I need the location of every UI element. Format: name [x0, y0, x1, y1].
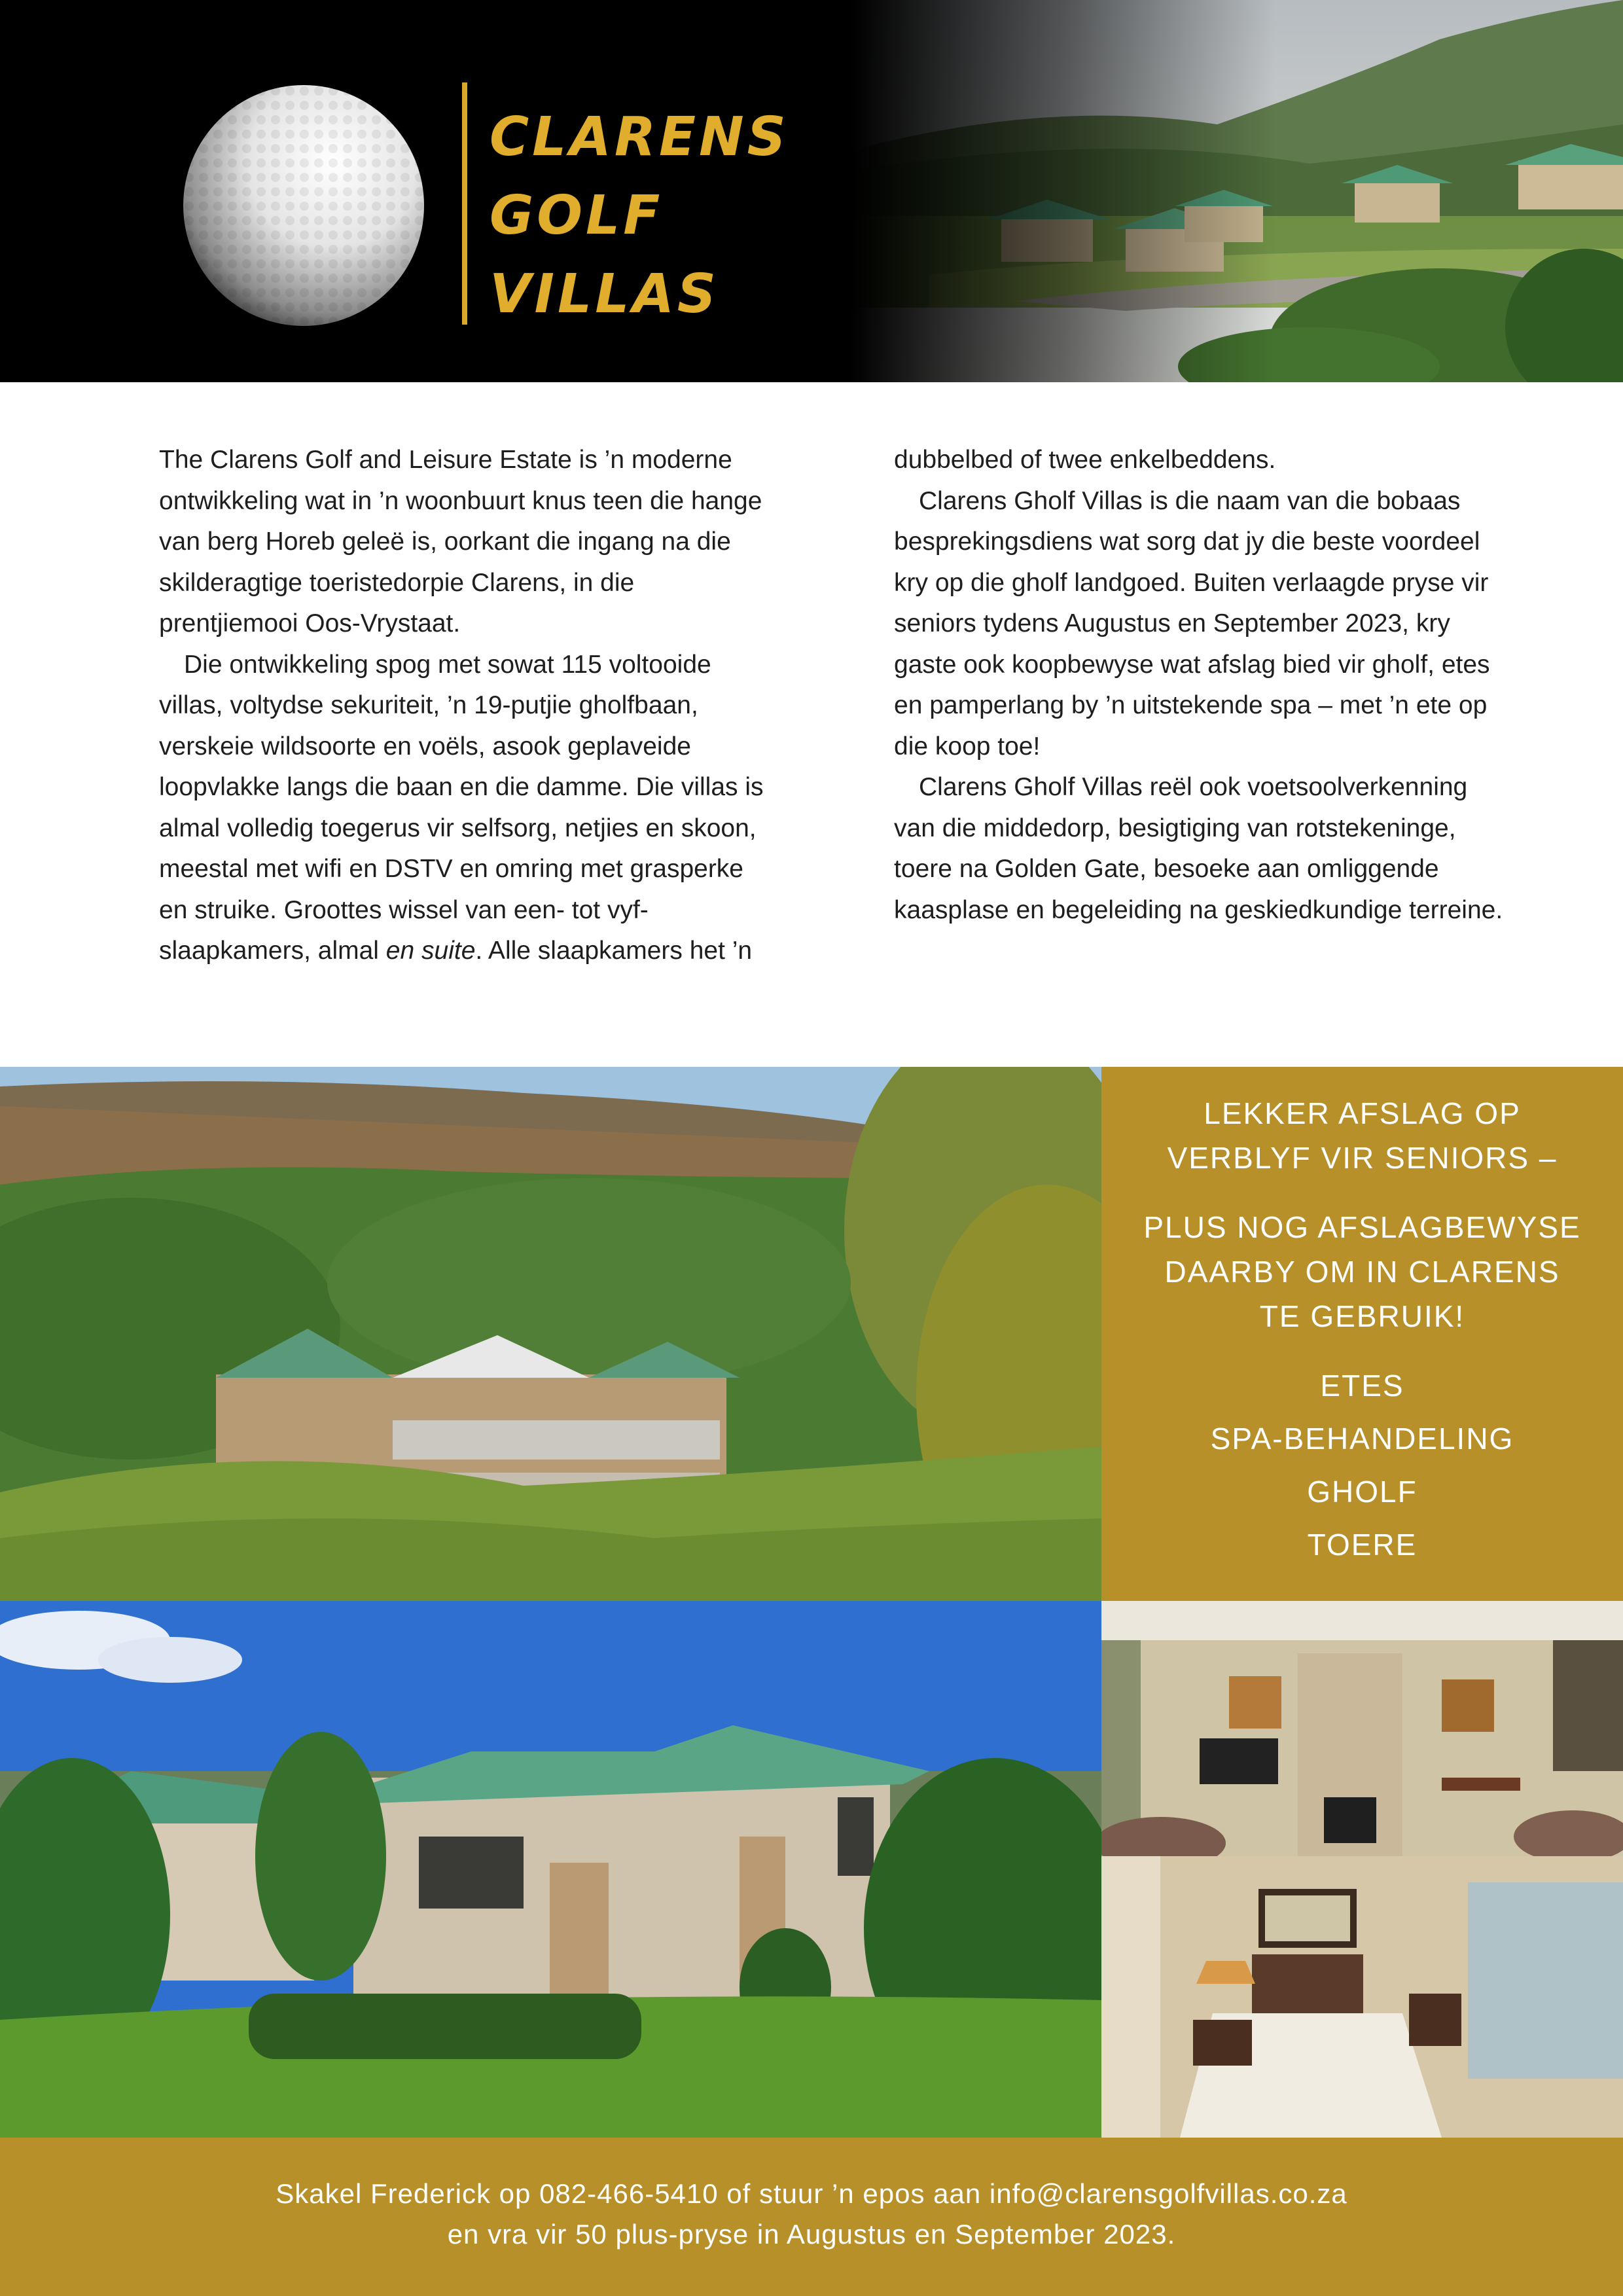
logo-divider: [462, 82, 467, 325]
promo-subheading-line: DAARBY OM IN CLARENS: [1164, 1255, 1560, 1289]
logo-line-1: CLARENS: [490, 106, 789, 168]
villas-landscape-photo: [851, 0, 1623, 382]
article-italic-text: en suite: [385, 937, 476, 965]
footer-offer-line: en vra vir 50 plus-pryse in Augustus en September 2023.: [447, 2219, 1176, 2250]
article-paragraph: Clarens Gholf Villas is die naam van die bobaas besprekingsdiens wat sorg dat jy die beste voordeel kry op die gholf landgoed. Buiten verlaagde pryse vir seniors tydens Augustus en September 2023, kry gaste ook koopbewyse wat afslag bied vir gholf, etes en pamperlang by ’n uitstekende spa – met ’n ete op die koop toe!: [894, 486, 1490, 761]
promo-panel: [1101, 1067, 1623, 1601]
promo-heading-line: VERBLYF VIR SENIORS –: [1167, 1141, 1558, 1175]
article-paragraph: [159, 645, 774, 972]
article-paragraph: dubbelbed of twee enkelbeddens.: [894, 446, 1276, 474]
contact-footer: [0, 2138, 1623, 2296]
promo-subheading-line: TE GEBRUIK!: [1259, 1299, 1465, 1333]
hillside-lodge-photo: [0, 1067, 1101, 1601]
promo-item: SPA-BEHANDELING: [1210, 1422, 1514, 1456]
promo-heading-line: LEKKER AFSLAG OP: [1204, 1096, 1521, 1130]
lounge-interior-photo: [1101, 1601, 1623, 1856]
villa-exterior-photo: [0, 1601, 1101, 2138]
article-right-column: [894, 440, 1509, 931]
logo-line-3: VILLAS: [490, 263, 719, 325]
golf-ball-logo-icon: [182, 84, 425, 327]
article-paragraph: Clarens Gholf Villas reël ook voetsoolverkenning van die middedorp, besigtiging van rotstekeninge, toere na Golden Gate, besoeke aan omliggende kaasplase en begeleiding na geskiedkundige terreine.: [894, 773, 1503, 924]
article-text: Die ontwikkeling spog met sowat 115 voltooide villas, voltydse sekuriteit, ’n 19-putjie gholfbaan, verskeie wildsoorte en voëls, asook geplaveide loopvlakke langs die baan en die damme. Die villas is almal volledig toegerus vir selfsorg, netjies en skoon, meestal met wifi en DSTV en omring met grasperke en struike. Groottes wissel van een- tot vyf-slaapkamers, almal: [159, 650, 764, 965]
header-banner: [0, 0, 1623, 382]
article-text: . Alle slaapkamers het ’n: [475, 937, 753, 965]
promo-item: TOERE: [1307, 1528, 1418, 1562]
article-left-column: [159, 440, 774, 972]
promo-subheading-line: PLUS NOG AFSLAGBEWYSE: [1143, 1210, 1581, 1244]
bedroom-interior-photo: [1101, 1856, 1623, 2138]
article-paragraph: The Clarens Golf and Leisure Estate is ’n moderne ontwikkeling wat in ’n woonbuurt knus teen die hange van berg Horeb geleë is, oorkant die ingang na die skilderagtige toeristedorpie Clarens, in die prentjiemooi Oos-Vrystaat.: [159, 446, 762, 637]
logo-wordmark: [490, 98, 789, 334]
promo-item: GHOLF: [1307, 1475, 1418, 1509]
logo-line-2: GOLF: [490, 185, 664, 247]
promo-item: ETES: [1320, 1369, 1404, 1403]
footer-contact-line: Skakel Frederick op 082-466-5410 of stuur ’n epos aan info@clarensgolfvillas.co.za: [276, 2178, 1347, 2209]
